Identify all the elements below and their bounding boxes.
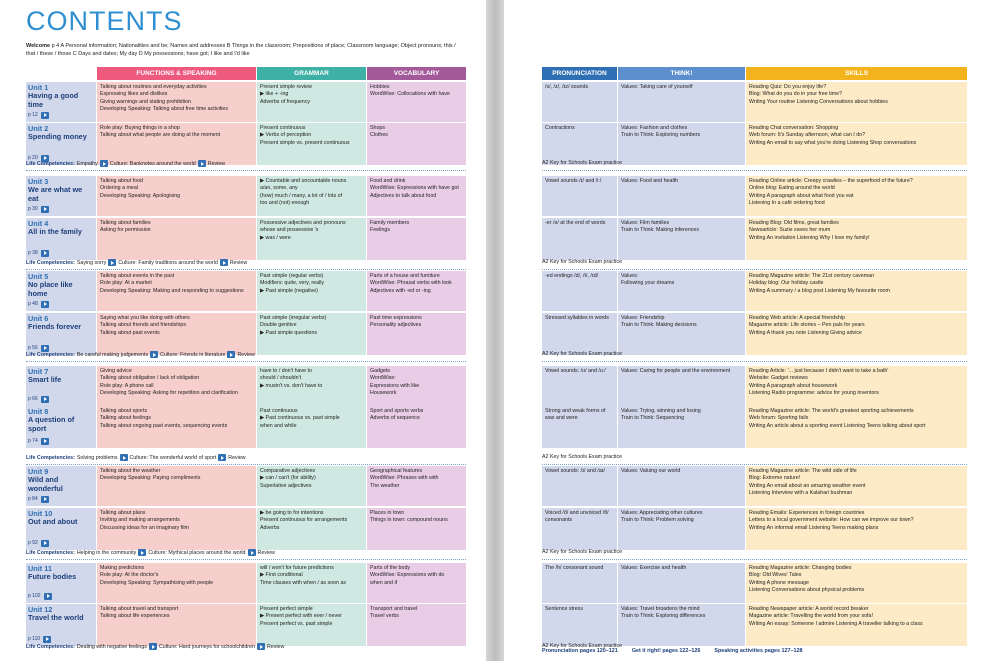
life-competencies-label: Life Competencies: [26,549,75,556]
video-icon[interactable] [220,259,228,266]
skills-cell: Reading Emails: Experiences in foreign countries Letters to a local government website: How can we improve our town? Writing An informal email Listening Teens making plans [746,508,967,550]
welcome-section [26,43,466,58]
unit-page [28,496,49,503]
unit-page [28,206,49,213]
grammar-cell: Past continuous ▶ Past continuous vs. past simple when and while [257,406,366,448]
unit-title: Spending money [28,132,87,141]
culture-topic: Culture: Hard journeys for schoolchildren [158,643,255,650]
life-competencies-row [26,351,255,358]
unit-row-left [26,508,466,550]
life-competencies-label: Life Competencies: [26,351,75,358]
functions-cell: Giving advice Talking about obligation / lack of obligation Role play: A phone call Developing Speaking: Asking for repetition and clarification [97,366,256,406]
pronunciation-cell: -ed endings /d/, /t/, /ɪd/ [542,271,617,311]
unit-title-cell[interactable] [26,406,96,448]
unit-title-cell[interactable] [26,313,96,355]
life-competencies-label: Life Competencies: [26,643,75,650]
header-grammar: GRAMMAR [257,67,366,80]
grammar-cell: Past simple (irregular verbs) Double genitive ▶ Past simple questions [257,313,366,355]
functions-cell: Talking about families Asking for permission [97,218,256,260]
unit-title: Future bodies [28,572,77,581]
pronunciation-cell: Voiced /ð/ and unvoiced /θ/ consonants [542,508,617,550]
unit-page-number: p 66 [28,395,38,402]
life-competencies-row [26,259,247,266]
welcome-page: p 4 [51,43,60,49]
unit-title: Travel the world [28,613,84,622]
unit-row-left [26,218,466,260]
unit-title-cell[interactable] [26,366,96,406]
vocabulary-cell: Past time expressions Personality adjectives [367,313,466,355]
vocabulary-cell: Geographical features WordWise: Phrases with with The weather [367,466,466,506]
unit-row-right [542,218,967,260]
unit-row-left [26,406,466,448]
unit-number: Unit 3 [28,177,49,186]
unit-page [28,593,52,600]
unit-row-right [542,271,967,311]
life-competencies-topic: Dealing with negative feelings [76,643,147,650]
unit-page-number: p 38 [28,249,38,256]
life-competencies-label: Life Competencies: [26,454,75,461]
culture-topic: Culture: Friends in literature [160,351,226,358]
grammar-cell: ▶ Countable and uncountable nouns a/an, some, any (how) much / many, a lot of / lots of too and (not) enough [257,176,366,216]
think-cell: Values: Food and health [618,176,745,216]
functions-cell: Making predictions Role play: At the doctor's Developing Speaking: Sympathising with people [97,563,256,603]
welcome-label: Welcome [26,43,51,49]
unit-title-cell[interactable] [26,218,96,260]
video-icon[interactable] [44,593,52,600]
exam-practice-label: A2 Key for Schools Exam practice [542,549,623,555]
skills-cell: Reading Magazine article: The world's greatest sporting achievements Web forum: Sporting fails Writing An article about a sporting event Listening Teens talking about sport [746,406,967,448]
unit-page-number: p 12 [28,111,38,118]
separator [542,559,967,560]
unit-row-right [542,313,967,355]
culture-topic: Culture: The wonderful world of sport [129,454,217,461]
unit-row-right [542,406,967,448]
culture-topic: Culture: Family traditions around the world [118,259,218,266]
unit-row-left [26,176,466,216]
unit-page-number: p 56 [28,344,38,351]
exam-practice-label: A2 Key for Schools Exam practice [542,160,623,166]
video-icon[interactable] [198,160,206,167]
unit-row-right [542,82,967,122]
grammar-cell: will / won't for future predictions ▶ First conditional Time clauses with when / as soon as [257,563,366,603]
separator [542,464,967,465]
unit-row-left [26,123,466,165]
exam-practice-label: A2 Key for Schools Exam practice [542,643,623,649]
functions-cell: Saying what you like doing with others Talking about friends and friendships Talking about past events [97,313,256,355]
footer-speaking: Speaking activities pages 127–128 [714,648,803,654]
video-icon[interactable] [41,396,49,403]
video-icon[interactable] [108,259,116,266]
unit-number: Unit 9 [28,467,49,476]
life-competencies-row [26,160,225,167]
unit-row-right [542,366,967,406]
functions-cell: Talking about plans Inviting and making arrangements Discussing ideas for an imaginary film [97,508,256,550]
video-icon[interactable] [138,549,146,556]
separator [26,464,466,465]
unit-title: Out and about [28,517,78,526]
unit-page-number: p 30 [28,205,38,212]
unit-number: Unit 7 [28,367,49,376]
video-icon[interactable] [149,643,157,650]
vocabulary-cell: Family members Feelings [367,218,466,260]
think-cell: Values: Fashion and clothes Train to Think: Exploring numbers [618,123,745,165]
think-cell: Values: Friendship Train to Think: Making decisions [618,313,745,355]
separator [542,361,967,362]
unit-title-cell[interactable] [26,123,96,165]
unit-number: Unit 4 [28,219,49,228]
pronunciation-cell: /s/, /z/, /ɪz/ sounds [542,82,617,122]
skills-cell: Reading Web article: A special friendship Magazine article: Life stories – Pen pals for years Writing A thank you note Listening Giving advice [746,313,967,355]
unit-page [28,250,49,257]
grammar-cell: ▶ be going to for intentions Present continuous for arrangements Adverbs [257,508,366,550]
review-label: Review [266,643,285,650]
functions-cell: Talking about routines and everyday activities Expressing likes and dislikes Giving warnings and stating prohibition Developing Speaking: Talking about free time activities [97,82,256,122]
video-icon[interactable] [41,206,49,213]
grammar-cell: have to / don't have to should / shouldn't ▶ mustn't vs. don't have to [257,366,366,406]
think-cell: Values: Trying, winning and losing Train to Think: Sequencing [618,406,745,448]
unit-page-number: p 102 [28,592,41,599]
pronunciation-cell: Vowel sounds: /ɪ/ and /aɪ/ [542,466,617,506]
unit-page-number: p 110 [28,635,41,642]
vocabulary-cell: Places in town Things in town: compound nouns [367,508,466,550]
page-title: CONTENTS [26,6,183,36]
unit-title: All in the family [28,227,82,236]
grammar-cell: Possessive adjectives and pronouns whose and possessive 's ▶ was / were [257,218,366,260]
unit-page-number: p 48 [28,300,38,307]
header-skills: SKILLS [746,67,967,80]
right-page [504,0,990,661]
book-gutter [486,0,504,661]
unit-title: Wild and wonderful [28,475,63,493]
unit-title: We are what we eat [28,185,83,203]
separator [542,269,967,270]
life-competencies-row [26,549,275,556]
separator [26,361,466,362]
vocabulary-cell: Hobbies WordWise: Collocations with have [367,82,466,122]
unit-title: Having a good time [28,91,79,109]
separator [542,170,967,171]
unit-title-cell[interactable] [26,176,96,216]
life-competencies-topic: Helping in the community [76,549,137,556]
unit-page [28,112,49,119]
life-competencies-label: Life Competencies: [26,259,75,266]
pronunciation-cell: Vowel sounds: /ʊ/ and /uː/ [542,366,617,406]
header-functions: FUNCTIONS & SPEAKING [97,67,256,80]
unit-title-cell[interactable] [26,82,96,122]
unit-title-cell[interactable] [26,466,96,506]
unit-row-left [26,466,466,506]
unit-title-cell[interactable] [26,271,96,311]
pronunciation-cell: Sentence stress [542,604,617,646]
review-label: Review [228,454,246,461]
unit-page-number: p 92 [28,539,38,546]
video-icon[interactable] [257,643,265,650]
welcome-text: A Personal information; Nationalities and be; Names and addresses B Things in the classroom; Prepositions of place; Classroom language; Object pronouns; this / that / these / those C Days and dates; My day D My possessions; have got; I like and I'd like [26,43,456,57]
unit-page [28,540,49,547]
unit-number: Unit 6 [28,314,49,323]
unit-title: A question of sport [28,415,75,433]
unit-title-cell[interactable] [26,563,96,603]
vocabulary-cell: Shops Clothes [367,123,466,165]
unit-row-right [542,508,967,550]
exam-practice-label: A2 Key for Schools Exam practice [542,454,623,460]
separator [26,559,466,560]
unit-row-right [542,176,967,216]
vocabulary-cell: Parts of a house and furniture WordWise: Phrasal verbs with look Adjectives with -ed or -ing [367,271,466,311]
life-competencies-label: Life Competencies: [26,160,75,167]
culture-topic: Culture: Banknotes around the world [109,160,196,167]
unit-row-left [26,271,466,311]
unit-title-cell[interactable] [26,508,96,550]
video-icon[interactable] [43,636,51,643]
unit-title: No place like home [28,280,73,298]
left-page [0,0,486,661]
skills-cell: Reading Online article: Creepy crawlies – the superfood of the future? Online blog: Eating around the world Writing A paragraph about what food you eat Listening In a café ordering food [746,176,967,216]
life-competencies-topic: Saying sorry [76,259,107,266]
functions-cell: Role play: Buying things in a shop Talking about what people are doing at the moment [97,123,256,165]
unit-title: Friends forever [28,322,82,331]
unit-page [28,301,49,308]
unit-page [28,396,49,403]
think-cell: Values: Taking care of yourself [618,82,745,122]
review-label: Review [229,259,248,266]
skills-cell: Reading Newspaper article: A world record breaker Magazine article: Travelling the world from your sofa! Writing An essay: Someone I admire Listening A traveller talking to a class [746,604,967,646]
review-label: Review [257,549,275,556]
unit-page-number: p 20 [28,154,38,161]
exam-practice-label: A2 Key for Schools Exam practice [542,351,623,357]
unit-page-number: p 84 [28,495,38,502]
life-competencies-topic: Empathy [76,160,98,167]
unit-number: Unit 11 [28,564,52,573]
pronunciation-cell: -er /ə/ at the end of words [542,218,617,260]
unit-number: Unit 1 [28,83,49,92]
skills-cell: Reading Article: '... just because I didn't want to take a bath' Website: Gadget reviews Writing A paragraph about housework Listening Radio programme: advice for young inventors [746,366,967,406]
unit-number: Unit 8 [28,407,49,416]
footer-get-it-right: Get it right! pages 122–126 [631,648,701,654]
unit-row-left [26,366,466,406]
grammar-cell: Present continuous ▶ Verbs of perception Present simple vs. present continuous [257,123,366,165]
functions-cell: Talking about travel and transport Talking about life experiences [97,604,256,646]
video-icon[interactable] [248,549,256,556]
life-competencies-row [26,454,246,461]
pronunciation-cell: Stressed syllables in words [542,313,617,355]
video-icon[interactable] [41,496,49,503]
skills-cell: Reading Chat conversation: Shopping Web forum: It's Sunday afternoon, what can I do? Writing An email to say what you're doing Listening Shop conversations [746,123,967,165]
unit-page [28,636,51,643]
grammar-cell: Comparative adjectives ▶ can / can't (for ability) Superlative adjectives [257,466,366,506]
think-cell: Values: Exercise and health [618,563,745,603]
unit-page [28,438,49,445]
unit-row-left [26,563,466,603]
grammar-cell: Past simple (regular verbs) Modifiers: quite, very, really ▶ Past simple (negative) [257,271,366,311]
video-icon[interactable] [120,454,128,461]
video-icon[interactable] [41,438,49,445]
vocabulary-cell: Parts of the body WordWise: Expressions with do when and if [367,563,466,603]
unit-row-left [26,313,466,355]
think-cell: Values: Appreciating other cultures Train to Think: Problem solving [618,508,745,550]
header-think: THINK! [618,67,745,80]
unit-row-right [542,563,967,603]
pronunciation-cell: The /h/ consonant sound [542,563,617,603]
think-cell: Values: Following your dreams [618,271,745,311]
unit-page-number: p 74 [28,437,38,444]
culture-topic: Culture: Mythical places around the world [148,549,246,556]
unit-number: Unit 5 [28,272,49,281]
grammar-cell: Present simple review ▶ like + -ing Adverbs of frequency [257,82,366,122]
skills-cell: Reading Magazine article: The 21st century caveman Holiday blog: Our holiday castle Writing A summary / a blog post Listening My favourite room [746,271,967,311]
unit-number: Unit 12 [28,605,53,614]
unit-title: Smart life [28,375,62,384]
video-icon[interactable] [41,112,49,119]
unit-number: Unit 10 [28,509,53,518]
life-competencies-topic: Solving problems [76,454,118,461]
vocabulary-cell: Sport and sports verbs Adverbs of sequence [367,406,466,448]
unit-row-right [542,123,967,165]
footer-pronunciation: Pronunciation pages 120–121 [542,648,618,654]
unit-number: Unit 2 [28,124,49,133]
unit-row-right [542,466,967,506]
video-icon[interactable] [41,250,49,257]
pronunciation-cell: Contractions [542,123,617,165]
life-competencies-topic: Be careful making judgements [76,351,149,358]
think-cell: Values: Film families Train to Think: Making inferences [618,218,745,260]
unit-row-right [542,604,967,646]
footer [542,648,803,654]
unit-title-cell[interactable] [26,604,96,646]
video-icon[interactable] [41,301,49,308]
video-icon[interactable] [41,540,49,547]
pronunciation-cell: Strong and weak forms of was and were [542,406,617,448]
skills-cell: Reading Blog: Old films, great families Newsarticle: Suzie saves her mum Writing An invitation Listening Why I love my family! [746,218,967,260]
video-icon[interactable] [218,454,226,461]
skills-cell: Reading Magazine article: Changing bodies Blog: Old Wives' Tales Writing A phone message Listening Conversations about physical problems [746,563,967,603]
vocabulary-cell: Transport and travel Travel verbs [367,604,466,646]
video-icon[interactable] [100,160,108,167]
video-icon[interactable] [150,351,158,358]
header-pronunciation: PRONUNCIATION [542,67,617,80]
unit-row-left [26,82,466,122]
functions-cell: Talking about the weather Developing Speaking: Paying compliments [97,466,256,506]
separator [26,170,466,171]
think-cell: Values: Caring for people and the environment [618,366,745,406]
functions-cell: Talking about food Ordering a meal Developing Speaking: Apologising [97,176,256,216]
header-vocabulary: VOCABULARY [367,67,466,80]
exam-practice-label: A2 Key for Schools Exam practice [542,259,623,265]
unit-row-left [26,604,466,646]
pronunciation-cell: Vowel sounds /ɪ/ and /iː/ [542,176,617,216]
vocabulary-cell: Food and drink WordWise: Expressions with have got Adjectives to talk about food [367,176,466,216]
review-label: Review [207,160,226,167]
skills-cell: Reading Magazine article: The wild side of life Blog: Extreme nature! Writing An email about an amazing weather event Listening Interview with a Kalahari bushman [746,466,967,506]
functions-cell: Talking about events in the past Role play: At a market Developing Speaking: Making and responding to suggestions [97,271,256,311]
skills-cell: Reading Quiz: Do you enjoy life? Blog: What do you do in your free time? Writing Your routine Listening Conversations about hobbies [746,82,967,122]
think-cell: Values: Valuing our world [618,466,745,506]
think-cell: Values: Travel broadens the mind Train to Think: Exploring differences [618,604,745,646]
grammar-cell: Present perfect simple ▶ Present perfect with ever / never Present perfect vs. past simple [257,604,366,646]
separator [26,269,466,270]
video-icon[interactable] [227,351,235,358]
review-label: Review [237,351,255,358]
life-competencies-row [26,643,284,650]
vocabulary-cell: Gadgets WordWise: Expressions with like Housework [367,366,466,406]
functions-cell: Talking about sports Talking about feelings Talking about ongoing past events, sequencing events [97,406,256,448]
